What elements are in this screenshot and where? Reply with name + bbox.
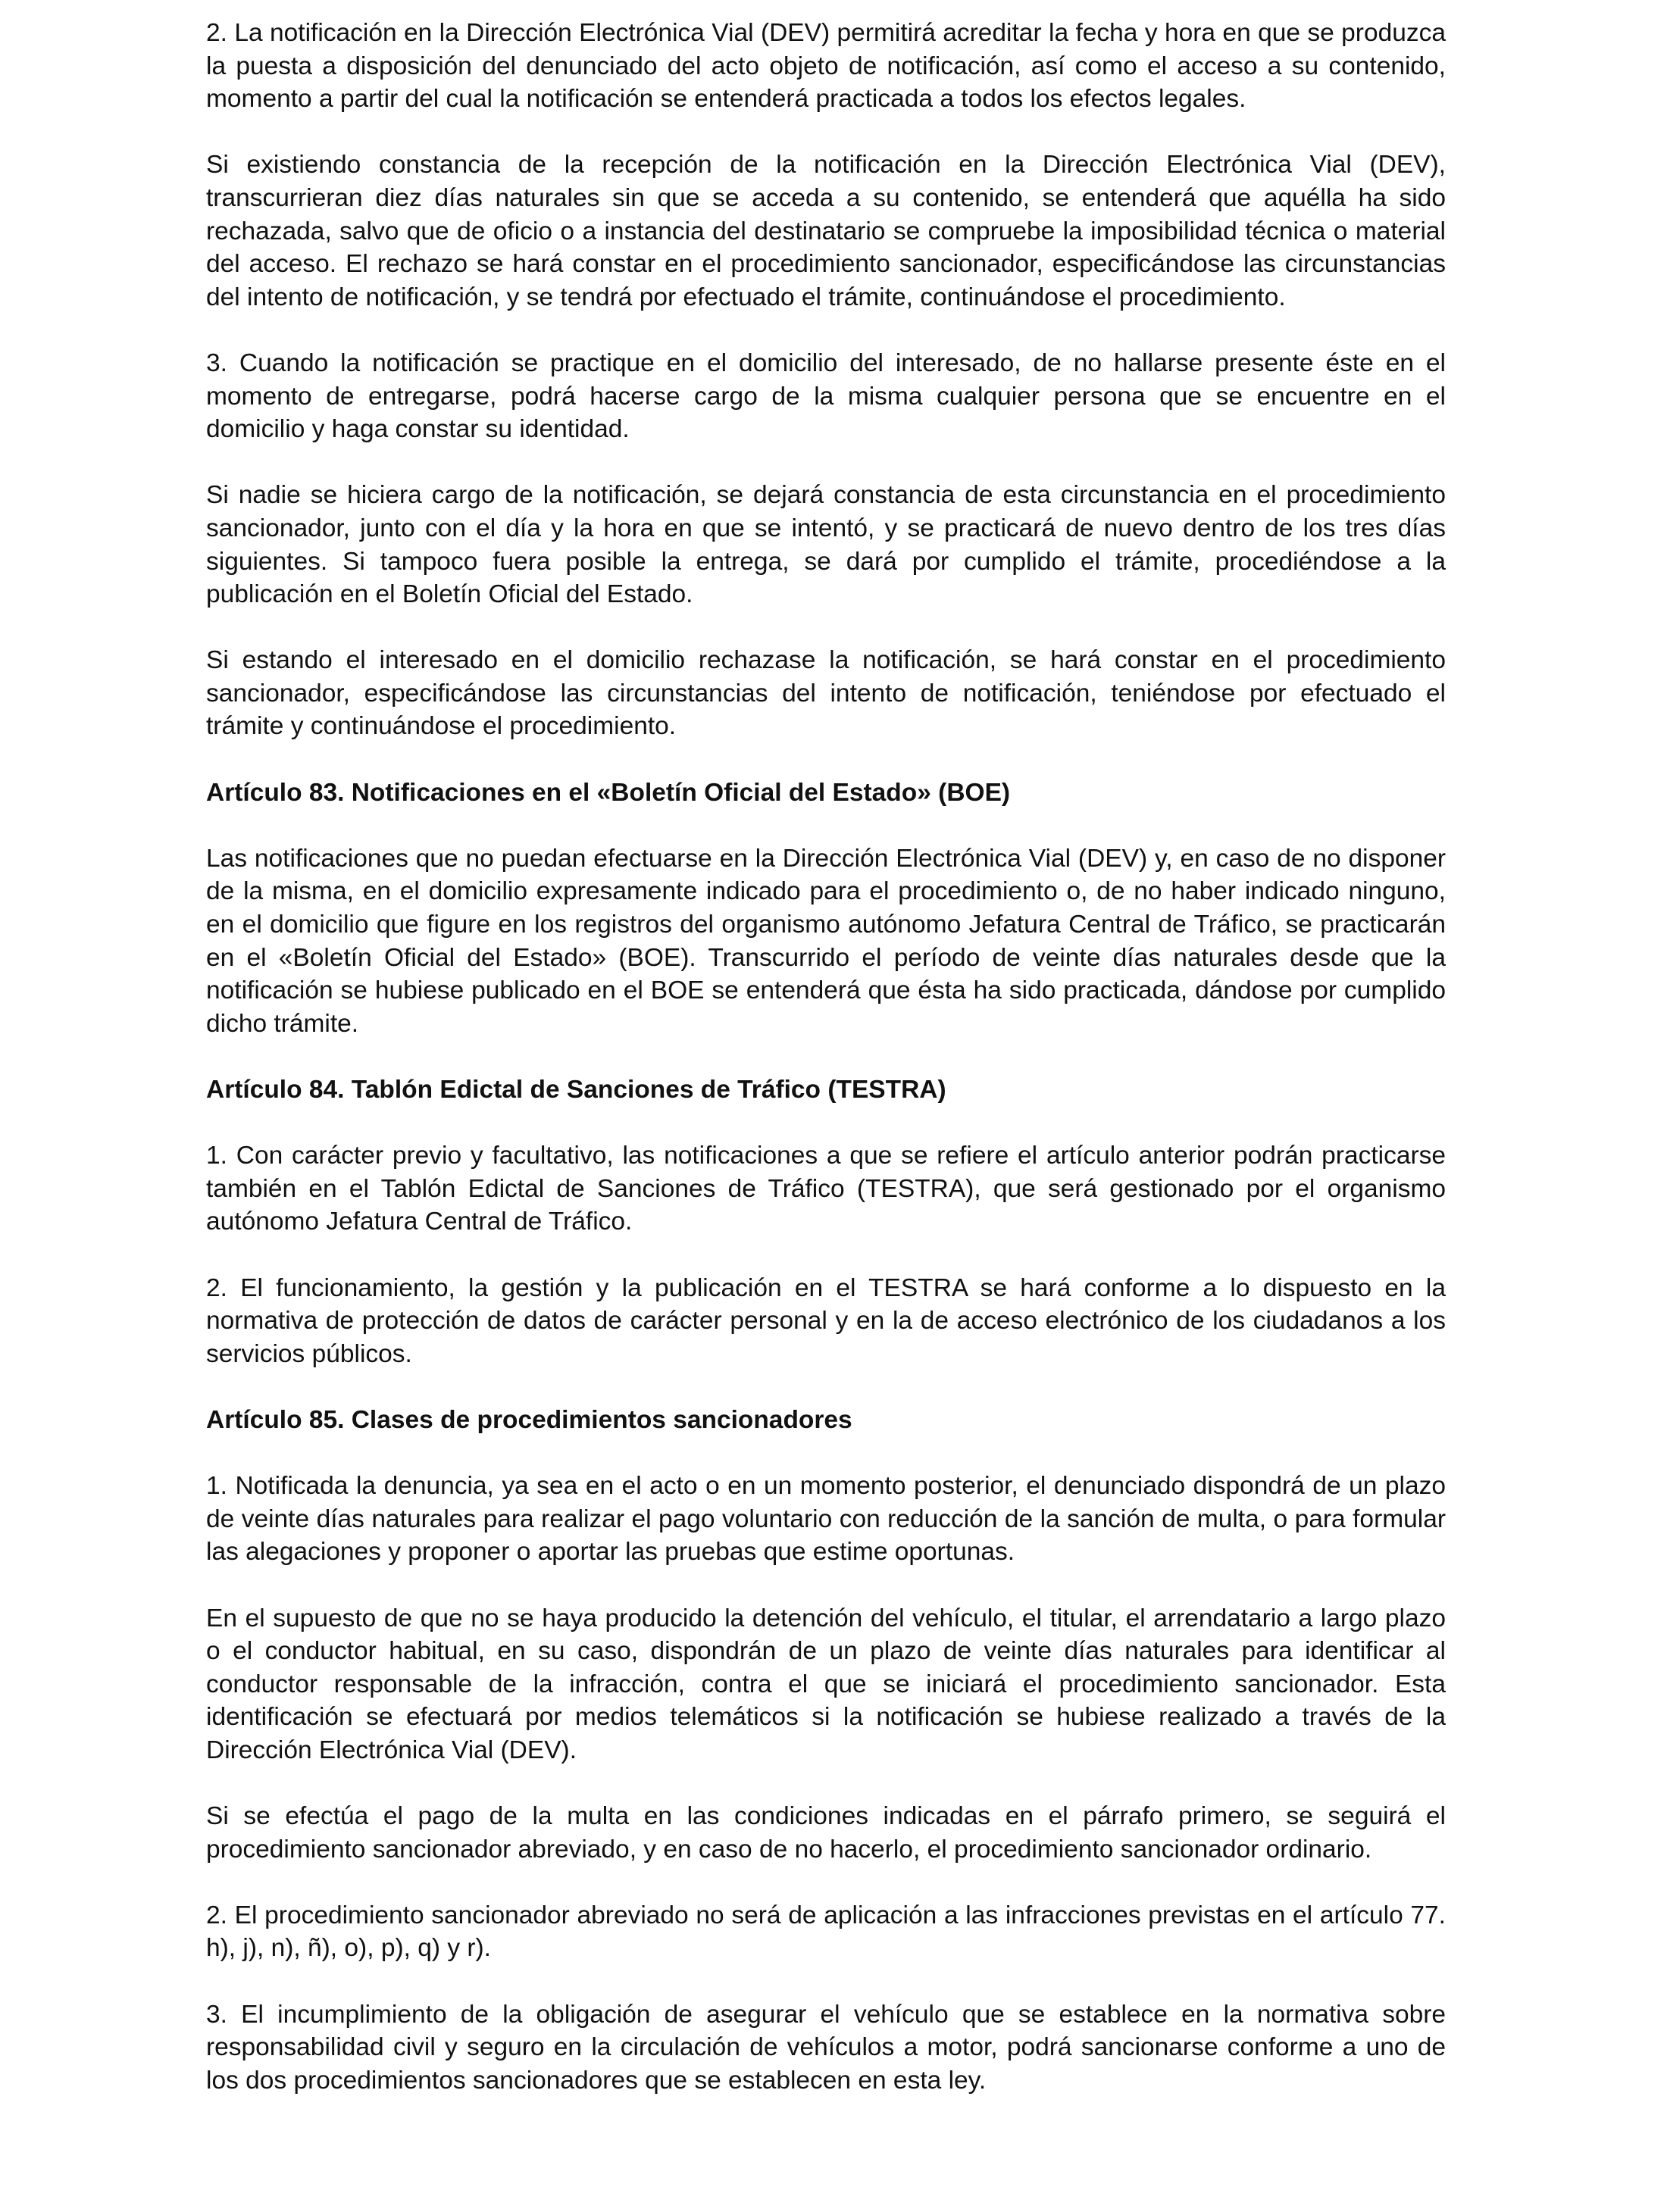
paragraph: En el supuesto de que no se haya producido la detención del vehículo, el titular, el arrendatario a largo plazo o el conductor habitual, en su caso, dispondrán de un plazo de veinte días naturales para identificar al conductor responsable de la infracción, contra el que se iniciará el procedimiento sancionador. Esta identificación se efectuará por medios telemáticos si la notificación se hubiese realizado a través de la Dirección Electrónica Vial (DEV).: [206, 1604, 1446, 1764]
article-heading: Artículo 84. Tablón Edictal de Sanciones de Tráfico (TESTRA): [206, 1076, 946, 1104]
paragraph: 3. El incumplimiento de la obligación de asegurar el vehículo que se establece en la normativa sobre responsabilidad civil y seguro en la circulación de vehículos a motor, podrá sancionarse conforme a uno de los dos procedimientos sancionadores que se establecen en esta ley.: [206, 2000, 1446, 2095]
paragraph: Si se efectúa el pago de la multa en las condiciones indicadas en el párrafo primero, se seguirá el procedimiento sancionador abreviado, y en caso de no hacerlo, el procedimiento sancionador ordinario.: [206, 1802, 1446, 1864]
paragraph: 3. Cuando la notificación se practique en el domicilio del interesado, de no hallarse presente éste en el momento de entregarse, podrá hacerse cargo de la misma cualquier persona que se encuentre en el domicilio y haga constar su identidad.: [206, 348, 1446, 444]
document-page: [206, 17, 1446, 2097]
paragraph: 2. La notificación en la Dirección Electrónica Vial (DEV) permitirá acreditar la fecha y hora en que se produzca la puesta a disposición del denunciado del acto objeto de notificación, así como el acceso a su contenido, momento a partir del cual la notificación se entenderá practicada a todos los efectos legales.: [206, 19, 1446, 114]
paragraph: Si existiendo constancia de la recepción de la notificación en la Dirección Electrónica Vial (DEV), transcurrieran diez días naturales sin que se acceda a su contenido, se entenderá que aquélla ha sido rechazada, salvo que de oficio o a instancia del destinatario se compruebe la imposibilidad técnica o material del acceso. El rechazo se hará constar en el procedimiento sancionador, especificándose las circunstancias del intento de notificación, y se tendrá por efectuado el trámite, continuándose el procedimiento.: [206, 151, 1446, 311]
paragraph: 2. El procedimiento sancionador abreviado no será de aplicación a las infracciones previstas en el artículo 77. h), j), n), ñ), o), p), q) y r).: [206, 1901, 1446, 1963]
paragraph: 2. El funcionamiento, la gestión y la publicación en el TESTRA se hará conforme a lo dispuesto en la normativa de protección de datos de carácter personal y en la de acceso electrónico de los ciudadanos a los servicios públicos.: [206, 1273, 1446, 1368]
article-heading: Artículo 83. Notificaciones en el «Boletín Oficial del Estado» (BOE): [206, 778, 1011, 807]
paragraph: 1. Con carácter previo y facultativo, las notificaciones a que se refiere el artículo anterior podrán practicarse también en el Tablón Edictal de Sanciones de Tráfico (TESTRA), que será gestionado por el organismo autónomo Jefatura Central de Tráfico.: [206, 1142, 1446, 1236]
paragraph: 1. Notificada la denuncia, ya sea en el acto o en un momento posterior, el denunciado dispondrá de un plazo de veinte días naturales para realizar el pago voluntario con reducción de la sanción de multa, o para formular las alegaciones y proponer o aportar las pruebas que estime oportunas.: [206, 1472, 1446, 1567]
paragraph: Las notificaciones que no puedan efectuarse en la Dirección Electrónica Vial (DEV) y, en caso de no disponer de la misma, en el domicilio expresamente indicado para el procedimiento o, de no haber indicado ninguno, en el domicilio que figure en los registros del organismo autónomo Jefatura Central de Tráfico, se practicarán en el «Boletín Oficial del Estado» (BOE). Transcurrido el período de veinte días naturales desde que la notificación se hubiese publicado en el BOE se entenderá que ésta ha sido practicada, dándose por cumplido dicho trámite.: [206, 844, 1446, 1038]
paragraph: Si nadie se hiciera cargo de la notificación, se dejará constancia de esta circunstancia en el procedimiento sancionador, junto con el día y la hora en que se intentó, y se practicará de nuevo dentro de los tres días siguientes. Si tampoco fuera posible la entrega, se dará por cumplido el trámite, procediéndose a la publicación en el Boletín Oficial del Estado.: [206, 481, 1446, 609]
article-heading: Artículo 85. Clases de procedimientos sancionadores: [206, 1405, 852, 1434]
paragraph: Si estando el interesado en el domicilio rechazase la notificación, se hará constar en el procedimiento sancionador, especificándose las circunstancias del intento de notificación, teniéndose por efectuado el trámite y continuándose el procedimiento.: [206, 646, 1446, 741]
